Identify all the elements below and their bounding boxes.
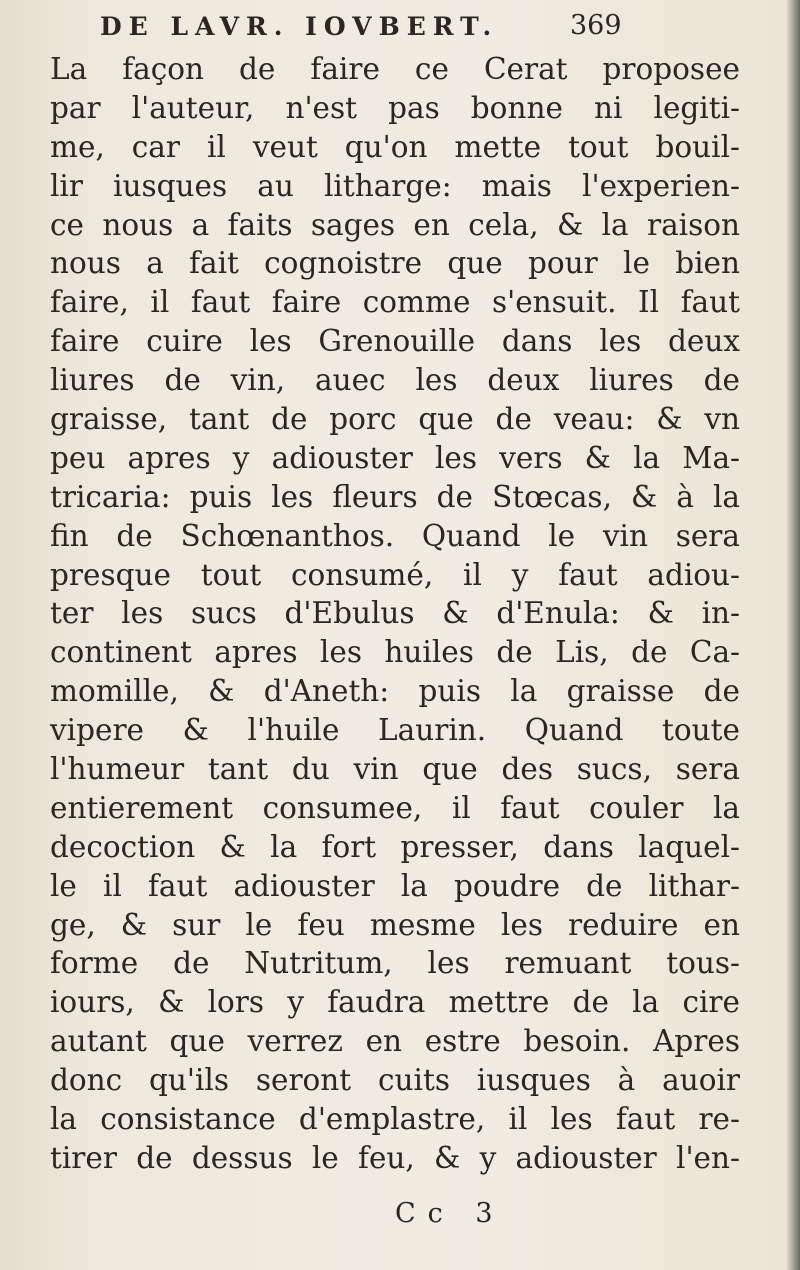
text-line: le il faut adiouster la poudre de lithar- <box>50 868 740 903</box>
text-line: entierement consumee, il faut couler la <box>50 790 740 825</box>
text-line: tirer de dessus le feu, & y adiouster l'en- <box>50 1140 740 1175</box>
text-line: vipere & l'huile Laurin. Quand toute <box>50 713 740 748</box>
text-line: autant que verrez en estre besoin. Apres <box>50 1024 740 1059</box>
text-line: faire cuire les Grenouille dans les deux <box>50 324 740 359</box>
text-line: donc qu'ils seront cuits iusques à auoir <box>50 1063 740 1098</box>
page-header <box>0 8 800 48</box>
text-line: momille, & d'Aneth: puis la graisse de <box>50 674 740 709</box>
text-line: lir iusques au litharge: mais l'experien- <box>50 168 740 203</box>
text-line: nous a fait cognoistre que pour le bien <box>50 246 740 281</box>
text-line: me, car il veut qu'on mette tout bouil- <box>50 129 740 164</box>
text-line: fin de Schœnanthos. Quand le vin sera <box>50 518 740 553</box>
text-line: graisse, tant de porc que de veau: & vn <box>50 402 740 437</box>
text-line: par l'auteur, n'est pas bonne ni legiti- <box>50 90 740 125</box>
text-line: ge, & sur le feu mesme les reduire en <box>50 907 740 942</box>
text-line: ter les sucs d'Ebulus & d'Enula: & in- <box>50 596 740 631</box>
signature-mark: Cc 3 <box>395 1198 505 1229</box>
text-line: presque tout consumé, il y faut adiou- <box>50 557 740 592</box>
text-line: peu apres y adiouster les vers & la Ma- <box>50 440 740 475</box>
text-line: La façon de faire ce Cerat proposee <box>50 52 740 86</box>
text-line: liures de vin, auec les deux liures de <box>50 363 740 398</box>
text-line: continent apres les huiles de Lis, de Ca- <box>50 635 740 670</box>
body-text <box>50 50 740 1178</box>
text-line: forme de Nutritum, les remuant tous- <box>50 946 740 981</box>
text-line: decoction & la fort presser, dans laquel- <box>50 829 740 864</box>
text-line: tricaria: puis les fleurs de Stœcas, & à la <box>50 479 740 514</box>
text-line: iours, & lors y faudra mettre de la cire <box>50 985 740 1020</box>
text-line: l'humeur tant du vin que des sucs, sera <box>50 752 740 787</box>
binding-shadow <box>786 0 800 1270</box>
text-line: la consistance d'emplastre, il les faut re- <box>50 1102 740 1137</box>
page-number: 369 <box>570 10 622 41</box>
text-line: faire, il faut faire comme s'ensuit. Il faut <box>50 285 740 320</box>
text-line: ce nous a faits sages en cela, & la raison <box>50 207 740 242</box>
running-head: DE LAVR. IOVBERT. <box>100 12 499 41</box>
